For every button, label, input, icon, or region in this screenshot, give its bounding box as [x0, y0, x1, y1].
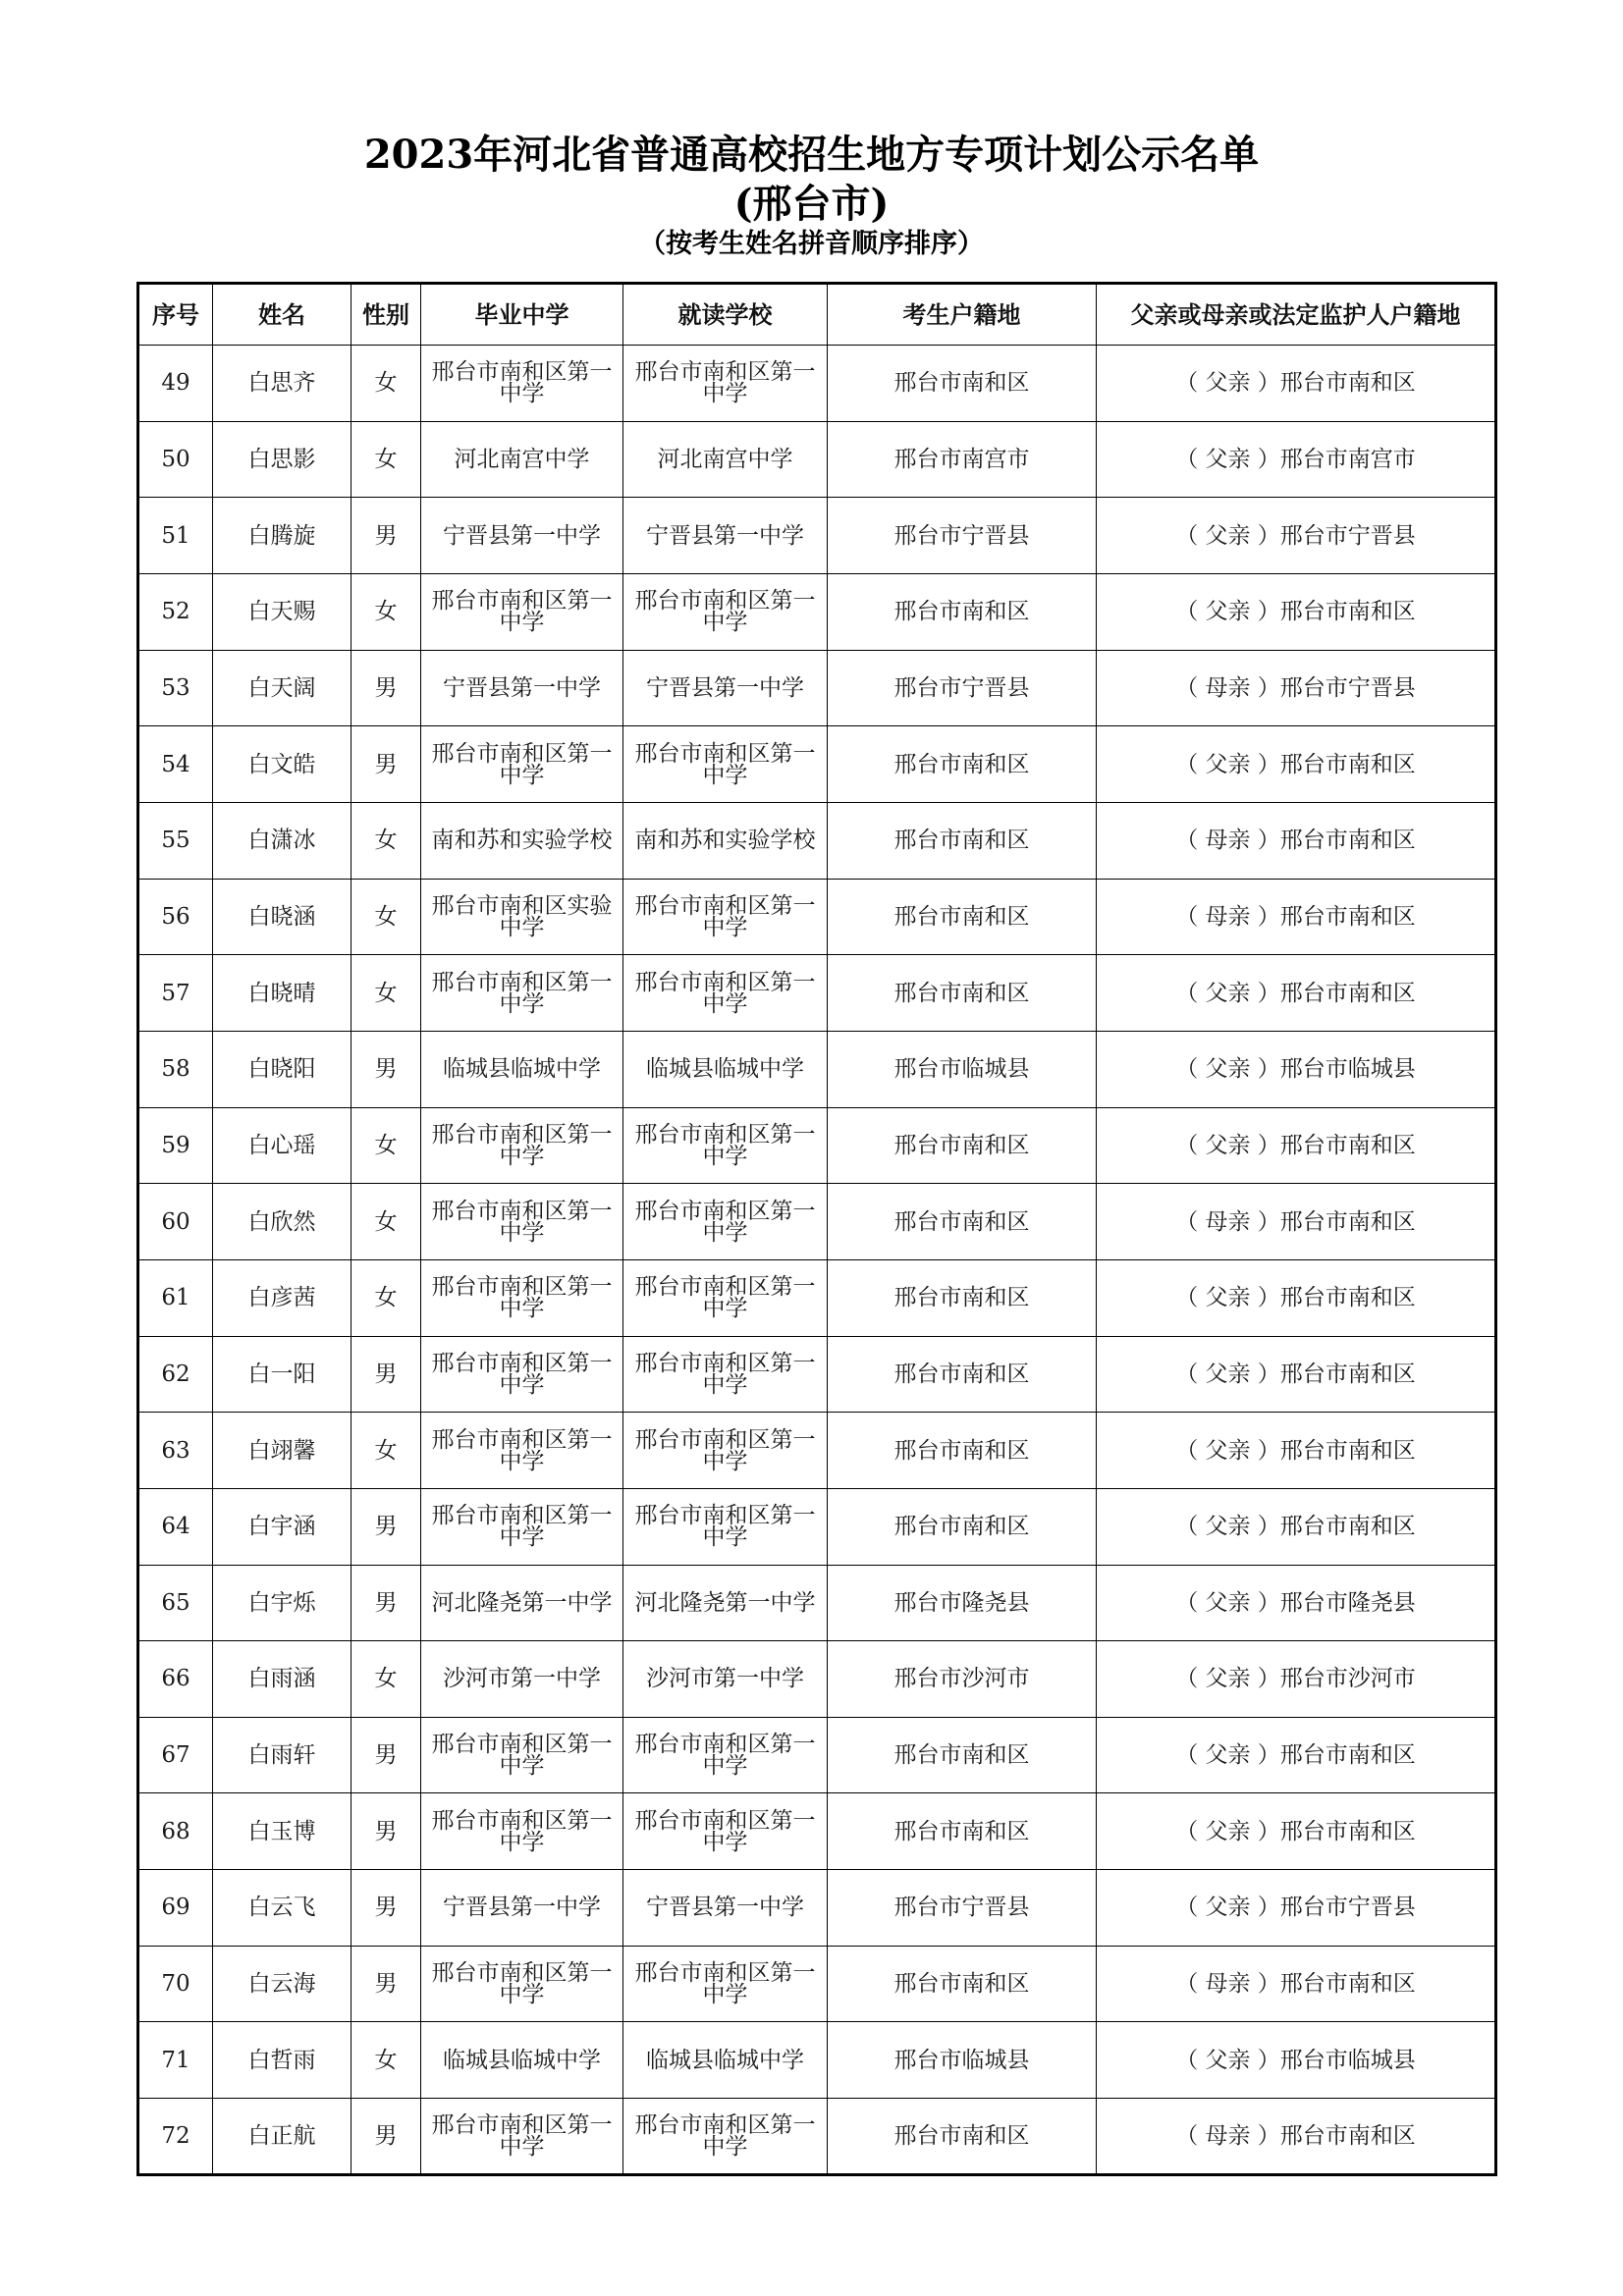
cell-number: 52	[138, 573, 213, 650]
cell-student-hukou: 邢台市宁晋县	[828, 1870, 1097, 1947]
cell-graduation-school-text: 宁晋县第一中学	[443, 1895, 601, 1921]
cell-current-school	[623, 1413, 828, 1489]
cell-parent-hukou: （ 母亲 ）邢台市南和区	[1097, 879, 1496, 955]
cell-graduation-school-text: 宁晋县第一中学	[443, 522, 601, 549]
cell-name: 白文皓	[213, 726, 352, 803]
cell-name: 白宇涵	[213, 1488, 352, 1565]
cell-name: 白翊馨	[213, 1413, 352, 1489]
cell-graduation-school-text: 沙河市第一中学	[443, 1666, 601, 1692]
cell-parent-hukou: （ 父亲 ）邢台市南和区	[1097, 1413, 1496, 1489]
column-header-gender: 性别	[352, 284, 421, 346]
cell-number: 54	[138, 726, 213, 803]
cell-name: 白雨涵	[213, 1641, 352, 1718]
cell-gender: 女	[352, 879, 421, 955]
table-row	[138, 955, 1496, 1032]
cell-current-school	[623, 1031, 828, 1107]
cell-gender: 女	[352, 2022, 421, 2099]
cell-gender: 男	[352, 726, 421, 803]
document-title: 2023年河北省普通高校招生地方专项计划公示名单	[363, 132, 1260, 178]
cell-student-hukou: 邢台市南和区	[828, 1488, 1097, 1565]
cell-name: 白思影	[213, 421, 352, 498]
cell-gender: 女	[352, 955, 421, 1032]
cell-student-hukou: 邢台市南和区	[828, 1946, 1097, 2022]
cell-current-school-text: 邢台市南和区第一中学	[634, 1350, 816, 1398]
cell-number: 56	[138, 879, 213, 955]
cell-student-hukou: 邢台市临城县	[828, 2022, 1097, 2099]
cell-parent-hukou: （ 父亲 ）邢台市南和区	[1097, 1107, 1496, 1184]
document-subtitle: （按考生姓名拼音顺序排序）	[639, 229, 984, 259]
cell-name: 白一阳	[213, 1336, 352, 1413]
cell-student-hukou: 邢台市宁晋县	[828, 650, 1097, 726]
table-row	[138, 1946, 1496, 2022]
table-row	[138, 1184, 1496, 1260]
cell-gender: 女	[352, 1107, 421, 1184]
cell-gender: 男	[352, 1793, 421, 1870]
cell-gender: 男	[352, 498, 421, 574]
table-row	[138, 573, 1496, 650]
cell-gender: 男	[352, 1870, 421, 1947]
cell-gender: 女	[352, 802, 421, 879]
cell-current-school-text: 河北南宫中学	[657, 446, 793, 472]
cell-graduation-school	[421, 1107, 623, 1184]
cell-current-school	[623, 2099, 828, 2175]
cell-graduation-school-text: 邢台市南和区实验中学	[431, 892, 613, 940]
cell-name: 白正航	[213, 2099, 352, 2175]
cell-current-school	[623, 1107, 828, 1184]
cell-graduation-school-text: 河北隆尧第一中学	[431, 1589, 613, 1616]
cell-graduation-school-text: 邢台市南和区第一中学	[431, 2111, 613, 2160]
cell-gender: 男	[352, 1031, 421, 1107]
cell-number: 70	[138, 1946, 213, 2022]
cell-graduation-school	[421, 1031, 623, 1107]
cell-parent-hukou: （ 父亲 ）邢台市临城县	[1097, 1031, 1496, 1107]
cell-current-school	[623, 1641, 828, 1718]
cell-student-hukou: 邢台市南和区	[828, 1717, 1097, 1793]
cell-parent-hukou: （ 父亲 ）邢台市宁晋县	[1097, 1870, 1496, 1947]
table-row	[138, 1717, 1496, 1793]
cell-graduation-school-text: 宁晋县第一中学	[443, 674, 601, 701]
cell-gender: 女	[352, 1413, 421, 1489]
cell-parent-hukou: （ 父亲 ）邢台市南和区	[1097, 955, 1496, 1032]
cell-current-school-text: 邢台市南和区第一中学	[634, 1960, 816, 2008]
cell-graduation-school	[421, 498, 623, 574]
cell-gender: 男	[352, 1946, 421, 2022]
cell-number: 62	[138, 1336, 213, 1413]
cell-graduation-school	[421, 1717, 623, 1793]
cell-current-school-text: 邢台市南和区第一中学	[634, 969, 816, 1017]
cell-number: 71	[138, 2022, 213, 2099]
cell-number: 49	[138, 346, 213, 422]
cell-graduation-school-text: 邢台市南和区第一中学	[431, 1807, 613, 1855]
cell-current-school	[623, 1488, 828, 1565]
cell-parent-hukou: （ 父亲 ）邢台市沙河市	[1097, 1641, 1496, 1718]
cell-parent-hukou: （ 母亲 ）邢台市南和区	[1097, 802, 1496, 879]
cell-graduation-school	[421, 1946, 623, 2022]
cell-current-school	[623, 346, 828, 422]
cell-graduation-school	[421, 1870, 623, 1947]
cell-parent-hukou: （ 父亲 ）邢台市南和区	[1097, 1259, 1496, 1336]
cell-parent-hukou: （ 父亲 ）邢台市南和区	[1097, 346, 1496, 422]
column-header-number: 序号	[138, 284, 213, 346]
cell-name: 白晓涵	[213, 879, 352, 955]
cell-current-school	[623, 879, 828, 955]
cell-student-hukou: 邢台市南和区	[828, 879, 1097, 955]
cell-parent-hukou: （ 父亲 ）邢台市南和区	[1097, 1336, 1496, 1413]
cell-graduation-school	[421, 879, 623, 955]
cell-student-hukou: 邢台市沙河市	[828, 1641, 1097, 1718]
cell-graduation-school-text: 河北南宫中学	[454, 446, 590, 472]
cell-current-school	[623, 726, 828, 803]
cell-number: 60	[138, 1184, 213, 1260]
cell-parent-hukou: （ 父亲 ）邢台市南宫市	[1097, 421, 1496, 498]
cell-graduation-school-text: 南和苏和实验学校	[431, 828, 613, 854]
cell-number: 69	[138, 1870, 213, 1947]
cell-current-school	[623, 802, 828, 879]
cell-current-school-text: 宁晋县第一中学	[646, 674, 804, 701]
cell-current-school	[623, 498, 828, 574]
cell-name: 白欣然	[213, 1184, 352, 1260]
column-header-student-hukou: 考生户籍地	[828, 284, 1097, 346]
cell-number: 58	[138, 1031, 213, 1107]
cell-graduation-school	[421, 1413, 623, 1489]
cell-graduation-school	[421, 650, 623, 726]
cell-parent-hukou: （ 母亲 ）邢台市南和区	[1097, 1184, 1496, 1260]
cell-number: 66	[138, 1641, 213, 1718]
cell-current-school	[623, 1946, 828, 2022]
table-row	[138, 879, 1496, 955]
cell-current-school	[623, 955, 828, 1032]
cell-name: 白心瑶	[213, 1107, 352, 1184]
cell-student-hukou: 邢台市南和区	[828, 1413, 1097, 1489]
cell-student-hukou: 邢台市南和区	[828, 1107, 1097, 1184]
cell-student-hukou: 邢台市南和区	[828, 1184, 1097, 1260]
cell-name: 白晓阳	[213, 1031, 352, 1107]
cell-student-hukou: 邢台市南宫市	[828, 421, 1097, 498]
cell-current-school	[623, 1565, 828, 1641]
cell-current-school-text: 邢台市南和区第一中学	[634, 1426, 816, 1474]
cell-gender: 女	[352, 421, 421, 498]
cell-graduation-school-text: 邢台市南和区第一中学	[431, 1121, 613, 1169]
cell-name: 白雨轩	[213, 1717, 352, 1793]
cell-student-hukou: 邢台市南和区	[828, 955, 1097, 1032]
table-row	[138, 1488, 1496, 1565]
cell-current-school-text: 邢台市南和区第一中学	[634, 1274, 816, 1322]
table-row	[138, 2022, 1496, 2099]
cell-student-hukou: 邢台市南和区	[828, 1259, 1097, 1336]
cell-current-school-text: 邢台市南和区第一中学	[634, 1503, 816, 1551]
cell-parent-hukou: （ 母亲 ）邢台市南和区	[1097, 2099, 1496, 2175]
cell-student-hukou: 邢台市宁晋县	[828, 498, 1097, 574]
document-city: (邢台市)	[733, 181, 890, 227]
table-row	[138, 421, 1496, 498]
roster-table	[136, 282, 1497, 2176]
cell-gender: 女	[352, 573, 421, 650]
cell-name: 白晓晴	[213, 955, 352, 1032]
cell-graduation-school-text: 临城县临城中学	[443, 2047, 601, 2073]
cell-gender: 男	[352, 1488, 421, 1565]
cell-student-hukou: 邢台市南和区	[828, 802, 1097, 879]
cell-parent-hukou: （ 父亲 ）邢台市南和区	[1097, 726, 1496, 803]
cell-number: 64	[138, 1488, 213, 1565]
cell-gender: 男	[352, 650, 421, 726]
cell-current-school-text: 邢台市南和区第一中学	[634, 1807, 816, 1855]
cell-parent-hukou: （ 父亲 ）邢台市南和区	[1097, 1488, 1496, 1565]
cell-graduation-school	[421, 1184, 623, 1260]
cell-graduation-school-text: 邢台市南和区第一中学	[431, 359, 613, 407]
cell-number: 72	[138, 2099, 213, 2175]
cell-current-school	[623, 1259, 828, 1336]
cell-graduation-school-text: 邢台市南和区第一中学	[431, 1274, 613, 1322]
cell-gender: 男	[352, 1565, 421, 1641]
cell-graduation-school-text: 邢台市南和区第一中学	[431, 1960, 613, 2008]
cell-current-school-text: 河北隆尧第一中学	[634, 1589, 816, 1616]
cell-graduation-school	[421, 1259, 623, 1336]
cell-number: 61	[138, 1259, 213, 1336]
table-body	[138, 346, 1496, 2175]
cell-graduation-school-text: 邢台市南和区第一中学	[431, 1426, 613, 1474]
cell-name: 白天赐	[213, 573, 352, 650]
cell-current-school	[623, 1717, 828, 1793]
cell-name: 白彦茜	[213, 1259, 352, 1336]
cell-name: 白哲雨	[213, 2022, 352, 2099]
cell-current-school	[623, 1793, 828, 1870]
table-row	[138, 346, 1496, 422]
column-header-name: 姓名	[213, 284, 352, 346]
table-row	[138, 1031, 1496, 1107]
cell-current-school-text: 临城县临城中学	[646, 2047, 804, 2073]
cell-current-school-text: 邢台市南和区第一中学	[634, 1732, 816, 1780]
cell-current-school-text: 邢台市南和区第一中学	[634, 892, 816, 940]
cell-graduation-school	[421, 1793, 623, 1870]
cell-student-hukou: 邢台市临城县	[828, 1031, 1097, 1107]
cell-name: 白腾旋	[213, 498, 352, 574]
cell-current-school-text: 南和苏和实验学校	[634, 828, 816, 854]
cell-gender: 男	[352, 2099, 421, 2175]
cell-gender: 男	[352, 1717, 421, 1793]
cell-name: 白潇冰	[213, 802, 352, 879]
table-row	[138, 1565, 1496, 1641]
cell-current-school-text: 邢台市南和区第一中学	[634, 359, 816, 407]
cell-graduation-school-text: 邢台市南和区第一中学	[431, 740, 613, 788]
cell-graduation-school	[421, 1641, 623, 1718]
cell-number: 57	[138, 955, 213, 1032]
cell-graduation-school	[421, 1488, 623, 1565]
cell-number: 55	[138, 802, 213, 879]
cell-parent-hukou: （ 父亲 ）邢台市南和区	[1097, 1793, 1496, 1870]
cell-graduation-school-text: 临城县临城中学	[443, 1056, 601, 1083]
cell-graduation-school	[421, 346, 623, 422]
cell-graduation-school	[421, 421, 623, 498]
cell-graduation-school	[421, 2022, 623, 2099]
cell-number: 59	[138, 1107, 213, 1184]
cell-current-school-text: 邢台市南和区第一中学	[634, 1121, 816, 1169]
cell-graduation-school	[421, 1336, 623, 1413]
cell-student-hukou: 邢台市隆尧县	[828, 1565, 1097, 1641]
table-row	[138, 726, 1496, 803]
cell-current-school-text: 邢台市南和区第一中学	[634, 2111, 816, 2160]
cell-number: 50	[138, 421, 213, 498]
column-header-parent-hukou: 父亲或母亲或法定监护人户籍地	[1097, 284, 1496, 346]
cell-gender: 女	[352, 1184, 421, 1260]
cell-student-hukou: 邢台市南和区	[828, 2099, 1097, 2175]
column-header-graduation-school: 毕业中学	[421, 284, 623, 346]
table-row	[138, 1413, 1496, 1489]
cell-parent-hukou: （ 父亲 ）邢台市宁晋县	[1097, 498, 1496, 574]
cell-parent-hukou: （ 父亲 ）邢台市临城县	[1097, 2022, 1496, 2099]
cell-name: 白云海	[213, 1946, 352, 2022]
cell-graduation-school-text: 邢台市南和区第一中学	[431, 969, 613, 1017]
cell-graduation-school	[421, 1565, 623, 1641]
cell-graduation-school-text: 邢台市南和区第一中学	[431, 1732, 613, 1780]
cell-name: 白玉博	[213, 1793, 352, 1870]
cell-current-school-text: 沙河市第一中学	[646, 1666, 804, 1692]
cell-student-hukou: 邢台市南和区	[828, 726, 1097, 803]
cell-graduation-school	[421, 955, 623, 1032]
cell-current-school-text: 宁晋县第一中学	[646, 1895, 804, 1921]
cell-current-school	[623, 1336, 828, 1413]
cell-current-school	[623, 650, 828, 726]
cell-current-school-text: 临城县临城中学	[646, 1056, 804, 1083]
cell-parent-hukou: （ 父亲 ）邢台市隆尧县	[1097, 1565, 1496, 1641]
cell-number: 51	[138, 498, 213, 574]
cell-current-school	[623, 573, 828, 650]
cell-graduation-school	[421, 802, 623, 879]
cell-current-school	[623, 1184, 828, 1260]
cell-graduation-school-text: 邢台市南和区第一中学	[431, 1350, 613, 1398]
cell-parent-hukou: （ 母亲 ）邢台市南和区	[1097, 1946, 1496, 2022]
cell-current-school-text: 宁晋县第一中学	[646, 522, 804, 549]
table-row	[138, 802, 1496, 879]
cell-parent-hukou: （ 父亲 ）邢台市南和区	[1097, 573, 1496, 650]
cell-parent-hukou: （ 父亲 ）邢台市南和区	[1097, 1717, 1496, 1793]
table-row	[138, 1259, 1496, 1336]
cell-number: 68	[138, 1793, 213, 1870]
cell-current-school	[623, 1870, 828, 1947]
cell-number: 63	[138, 1413, 213, 1489]
cell-graduation-school-text: 邢台市南和区第一中学	[431, 1503, 613, 1551]
cell-graduation-school	[421, 573, 623, 650]
cell-student-hukou: 邢台市南和区	[828, 573, 1097, 650]
table-row	[138, 1793, 1496, 1870]
cell-current-school	[623, 2022, 828, 2099]
table-row	[138, 1641, 1496, 1718]
table-row	[138, 498, 1496, 574]
table-row	[138, 650, 1496, 726]
cell-graduation-school	[421, 726, 623, 803]
table-header-row	[138, 284, 1496, 346]
cell-parent-hukou: （ 母亲 ）邢台市宁晋县	[1097, 650, 1496, 726]
table-row	[138, 1107, 1496, 1184]
column-header-current-school: 就读学校	[623, 284, 828, 346]
table-row	[138, 1870, 1496, 1947]
table-row	[138, 1336, 1496, 1413]
cell-gender: 女	[352, 1641, 421, 1718]
cell-name: 白思齐	[213, 346, 352, 422]
cell-gender: 女	[352, 346, 421, 422]
cell-graduation-school-text: 邢台市南和区第一中学	[431, 1198, 613, 1246]
cell-student-hukou: 邢台市南和区	[828, 1793, 1097, 1870]
cell-number: 65	[138, 1565, 213, 1641]
cell-gender: 女	[352, 1259, 421, 1336]
cell-current-school-text: 邢台市南和区第一中学	[634, 588, 816, 636]
cell-graduation-school-text: 邢台市南和区第一中学	[431, 588, 613, 636]
cell-student-hukou: 邢台市南和区	[828, 346, 1097, 422]
table-row	[138, 2099, 1496, 2175]
cell-student-hukou: 邢台市南和区	[828, 1336, 1097, 1413]
cell-number: 67	[138, 1717, 213, 1793]
cell-name: 白天阔	[213, 650, 352, 726]
cell-current-school	[623, 421, 828, 498]
cell-name: 白云飞	[213, 1870, 352, 1947]
cell-current-school-text: 邢台市南和区第一中学	[634, 740, 816, 788]
cell-number: 53	[138, 650, 213, 726]
cell-graduation-school	[421, 2099, 623, 2175]
cell-current-school-text: 邢台市南和区第一中学	[634, 1198, 816, 1246]
cell-gender: 男	[352, 1336, 421, 1413]
cell-name: 白宇烁	[213, 1565, 352, 1641]
